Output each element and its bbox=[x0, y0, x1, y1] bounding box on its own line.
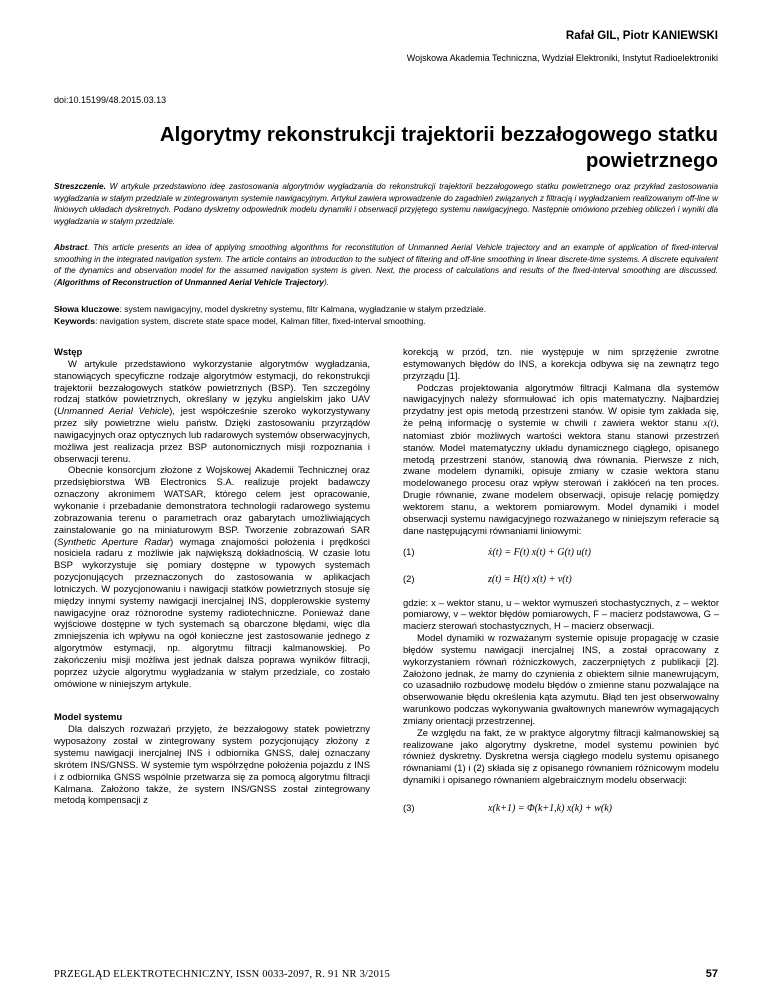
abstract-title-en: Algorithms of Reconstruction of Unmanned Aerial Vehicle Trajectory bbox=[56, 277, 324, 287]
abstract-close: ). bbox=[323, 277, 329, 287]
equation-1-body: ẋ(t) = F(t) x(t) + G(t) u(t) bbox=[488, 546, 591, 558]
equation-3-number: (3) bbox=[403, 803, 415, 815]
keywords-en-label: Keywords bbox=[54, 316, 96, 326]
page-number: 57 bbox=[705, 968, 718, 980]
right-paragraph-2: gdzie: x – wektor stanu, u – wektor wymuszeń stochastycznych, z – wektor pomiarowy, v – wektor błędów pomiarowych, F – macierz podstawowa, G – macierz sterowań stochastycznych, H – macierz obserwacji. bbox=[403, 597, 719, 633]
equation-2 bbox=[403, 568, 719, 592]
affiliation: Wojskowa Akademia Techniczna, Wydział Elektroniki, Instytut Radioelektroniki bbox=[406, 53, 718, 63]
right-paragraph-0: korekcją w przód, tzn. nie występuje w nim sprzężenie zwrotne estymowanych błędów do INS, a korekcja odbywa się na zewnątrz tego przyrządu [1]. bbox=[403, 347, 719, 382]
intro-paragraph-2: Obecnie konsorcjum złożone z Wojskowej Akademii Technicznej oraz przedsiębiorstwa WB Electronics S.A. realizuje projekt badawczy oznaczony akronimem WATSAR, którego celem jest opracowanie, wykonanie i przebadanie demonstratora technologii radarowego systemu zobrazowania terenu o parametrach oraz gabarytach umożliwiających zainstalowanie go na miniaturowym BSP. Tworzenie zobrazowań SAR (Synthetic Aperture Radar) wymaga znajomości położenia i prędkości nosiciela radaru z możliwie jak największą dokładnością. W czasie lotu BSP wykorzystuje się pomiary dostępne w typowych systemach pozycjonujących przeznaczonych do zastosowania w aplikacjach lotniczych. W pozycjonowaniu i nawigacji statków powietrznych stosuje się między innymi systemy nawigacji inercjalnej INS, dopplerowskie systemy nawigacyjne oraz różnorodne systemy radiotechniczne. Ponieważ dane wyjściowe dostępne w tych systemach są obarczone błędami, więc dla zmniejszenia ich wpływu na ogół konieczne jest zastosowanie jednego z algorytmów estymacji, np. algorytmu filtracji kalmanowskiej. Po zakończeniu misji możliwa jest jednak dalsza poprawa wyników filtracji, poprzez użycie algorytmu wygładzania w stałym przedziale, co zostało omówione w niniejszym artykule. bbox=[54, 465, 370, 690]
doi: doi:10.15199/48.2015.03.13 bbox=[54, 95, 167, 105]
equation-2-number: (2) bbox=[403, 573, 415, 585]
streszczenie-label: Streszczenie. bbox=[54, 182, 106, 191]
right-column bbox=[403, 347, 719, 824]
intro-paragraph-1: W artykule przedstawiono wykorzystanie algorytmów wygładzania, stanowiących specyficzne rodzaje algorytmów estymacji, do rekonstrukcji trajektorii bezzałogowych statków powietrznych (BSP). Ten szczególny rodzaj statków powietrznych, określany w języku angielskim jako UAV (Unmanned Aerial Vehicle), jest współcześnie szeroko wykorzystywany przez siły powietrzne wielu państw. Dzięki zastosowaniu przyrządów nawigacyjnych oraz optycznych lub radarowych systemów obserwacyjnych, możliwa jest realizacja przez BSP autonomicznych misji rozpoznania i obserwacji terenu. bbox=[54, 358, 370, 465]
keywords-block bbox=[54, 303, 718, 327]
keywords-pl: : system nawigacyjny, model dyskretny systemu, filtr Kalmana, wygładzanie w stałym przedziale. bbox=[119, 304, 487, 314]
right-paragraph-1: Podczas projektowania algorytmów filtracji Kalmana dla systemów nawigacyjnych należy sformułować ich opis matematyczny. Najbardziej przydatny jest opis metodą przestrzeni stanów. W opisie tym zakłada się, że pełną informację o systemie w chwili t zawiera wektor stanu x(t), natomiast zbiór możliwych wartości wektora stanu stanowi przestrzeń stanów. Model matematyczny układu dynamicznego ciągłego, opisanego metodą przestrzeni stanów, stanowią dwa równania. Pierwsze z nich, zwane modelem dynamiki, opisuje zmiany w czasie wektora stanu modelowanego procesu oraz wpływ sterowań i zakłóceń na ten proces. Drugie równanie, zwane modelem obserwacji, opisuje relację pomiędzy wektorem stanu, a wektorem pomiarowym. Model dynamiki i model obserwacji systemu nawigacyjnego rozważanego w niniejszym referacie są dane następującymi równaniami liniowymi: bbox=[403, 382, 719, 537]
right-paragraph-4: Ze względu na fakt, że w praktyce algorytmy filtracji kalmanowskiej są realizowane jako algorytmy dyskretne, model systemu powinien być również dyskretny. Dyskretna wersja ciągłego modelu systemu opisanego równaniami (1) i (2) składa się z opisanego równaniem różnicowym modelu dynamiki i opisanego równaniem algebraicznym modelu obserwacji: bbox=[403, 727, 719, 787]
paper-title: Algorytmy rekonstrukcji trajektorii bezzałogowego statku powietrznego bbox=[159, 123, 718, 172]
streszczenie-text: W artykule przedstawiono ideę zastosowania algorytmów wygładzania do rekonstrukcji trajektorii bezzałogowego statku powietrznego oraz przykład zastosowania wygładzania w stałym przedziale w zintegrowanym systemie nawigacyjnym. Artykuł zawiera wprowadzenie do zagadnień związanych z filtracją i wygładzaniem realizowanym off-line w liniowych układach dyskretnych. Podano dyskretny odpowiednik modelu dynamiki i obserwacji przyjętego systemu nawigacyjnego. Następnie omówiono przebieg obliczeń i wyniki dla wygładzania w stałym przedziale. bbox=[54, 182, 718, 226]
abstract-label: Abstract bbox=[54, 243, 88, 252]
model-paragraph-1: Dla dalszych rozważań przyjęto, że bezzałogowy statek powietrzny wyposażony został w zintegrowany system pozycjonujący złożony z systemu nawigacji inercjalnej INS i odbiornika GNSS, dalej oznaczany skrótem INS/GNSS. W systemie tym współrzędne położenia pojazdu z INS i z odbiornika GNSS wspólnie przetwarza się za pomocą algorytmu filtracji Kalmana. Założono także, że system INS/GNSS został zintegrowany metodą kompensacji z bbox=[54, 724, 370, 807]
keywords-pl-label: Słowa kluczowe bbox=[54, 304, 120, 314]
left-column bbox=[54, 347, 370, 807]
equation-2-body: z(t) = H(t) x(t) + v(t) bbox=[488, 573, 572, 585]
equation-3-body: x(k+1) = Φ(k+1,k) x(k) + w(k) bbox=[488, 803, 612, 815]
abstract-block bbox=[54, 242, 718, 288]
streszczenie-block bbox=[54, 181, 718, 227]
footer-journal: PRZEGLĄD ELEKTROTECHNICZNY, ISSN 0033-2097, R. 91 NR 3/2015 bbox=[54, 969, 390, 980]
equation-1-number: (1) bbox=[403, 546, 415, 558]
equation-3 bbox=[403, 797, 719, 821]
keywords-en: : navigation system, discrete state space model, Kalman filter, fixed-interval smoothing. bbox=[95, 316, 426, 326]
authors: Rafał GIL, Piotr KANIEWSKI bbox=[565, 30, 718, 42]
intro-heading: Wstęp bbox=[54, 347, 83, 358]
equation-1 bbox=[403, 541, 719, 565]
right-paragraph-3: Model dynamiki w rozważanym systemie opisuje propagację w czasie błędów systemu nawigacji inercjalnej INS, a został opracowany z wykorzystaniem równań różniczkowych, zaczerpniętych z publikacji [2]. Założono jednak, że mamy do czynienia z obiektem silnie manewrującym, co uzasadniło rozbudowę modelu błędów o zmienne stanu pozwalające na obserwowanie błędu określenia kąta azymutu. Błąd ten jest obserwowalny warunkowo podczas wykonywania gwałtownych manewrów wymagających zmiany orientacji przestrzennej. bbox=[403, 633, 719, 727]
abstract-text: . This article presents an idea of applying smoothing algorithms for reconstitution of Unmanned Aerial Vehicle trajectory and an example of application of fixed-interval smoothing in the integrated navigation system. The article contains an introduction to the subject of filtering and off-line smoothing in linear discrete-time systems. A discrete equivalent of the dynamics and observation model for the assumed navigation system is given. Next, the process of calculations and results of the fixed-interval smoothing are discussed. ( bbox=[54, 243, 718, 287]
model-heading: Model systemu bbox=[54, 712, 123, 724]
